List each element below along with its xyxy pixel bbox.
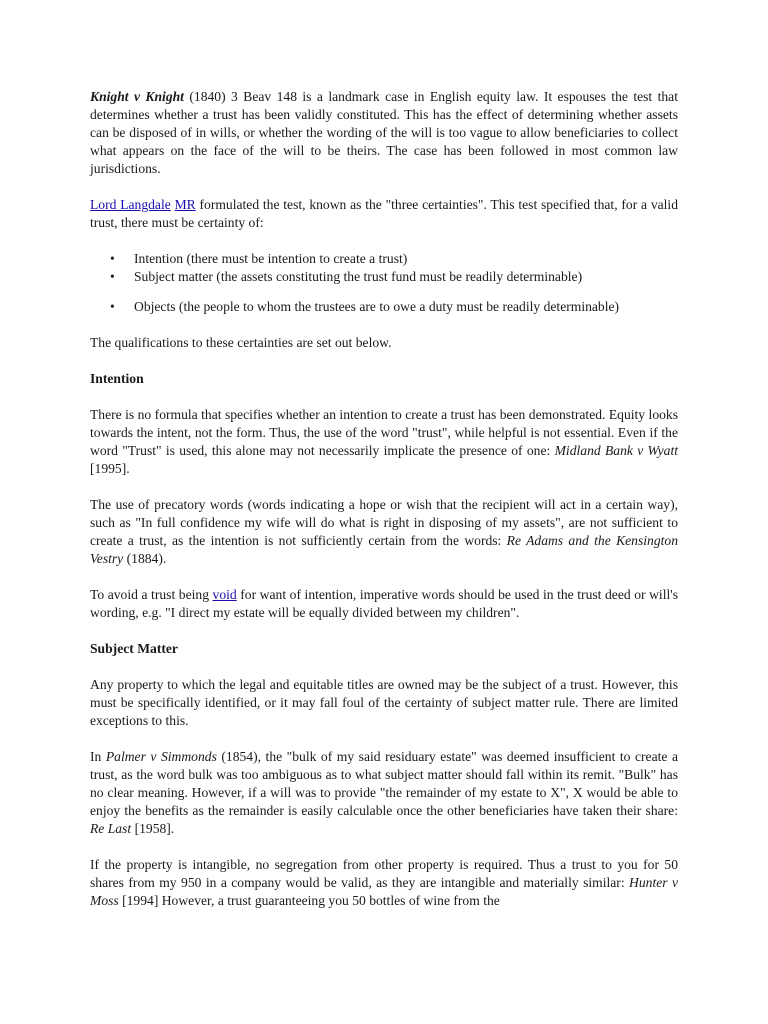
list-item: • Objects (the people to whom the trustees are to owe a duty must be readily determinable)	[134, 298, 678, 316]
subject-matter-paragraph-1: Any property to which the legal and equitable titles are owned may be the subject of a trust. However, this must be specifically identified, or it may fall foul of the certainty of subject matter rule. There are limited exceptions to this.	[90, 677, 678, 728]
subject-matter-paragraph-2	[90, 748, 678, 838]
sm-p3-tail: [1994] However, a trust guaranteeing you 50 bottles of wine from the	[118, 893, 500, 908]
mr-link[interactable]: MR	[174, 197, 196, 212]
intention-p3-pre: To avoid a trust being	[90, 587, 213, 602]
case-midland-bank: Midland Bank v Wyatt	[554, 443, 678, 458]
case-hunter-v-moss: Hunter v Moss	[90, 875, 678, 908]
test-paragraph	[90, 196, 678, 232]
intro-text: (1840) 3 Beav 148 is a landmark case in English equity law. It espouses the test that determines whether a trust has been validly constituted. This has the effect of determining whether assets can be disposed of in wills, or whether the wording of the will is too vague to allow beneficiaries to collect what appears on the face of the will to be theirs. The case has been followed in most common law jurisdictions.	[90, 89, 678, 176]
intro-paragraph	[90, 88, 678, 178]
case-re-adams: Re Adams and the Kensington Vestry	[90, 533, 679, 566]
sm-p2-mid: (1854), the "bulk of my said residuary estate" was deemed insufficient to create a trust, as the word bulk was too ambiguous as to what subject matter should fall within its remit. "Bulk" has no clear meaning. However, if a will was to provide "the remainder of my estate to X", X would be able to enjoy the benefits as the remainder is easily calculable once the other beneficiaries have taken their share:	[90, 749, 678, 818]
intention-p2-tail: (1884).	[123, 551, 167, 566]
intention-p1-tail: [1995].	[90, 461, 130, 476]
lord-langdale-link[interactable]: Lord Langdale	[90, 197, 171, 212]
list-item: • Subject matter (the assets constituting the trust fund must be readily determinable)	[134, 268, 678, 286]
case-re-last: Re Last	[90, 821, 132, 836]
test-text: formulated the test, known as the "three certainties". This test specified that, for a valid trust, there must be certainty of:	[90, 197, 678, 230]
intention-paragraph-1	[90, 406, 678, 478]
intention-p2-text: The use of precatory words (words indicating a hope or wish that the recipient will act in a certain way), such as "In full confidence my wife will do what is right in disposing of my assets", are not sufficient to create a trust, as the intention is not sufficiently certain from the words:	[90, 497, 678, 548]
subject-matter-paragraph-3	[90, 856, 678, 910]
sm-p3-pre: If the property is intangible, no segregation from other property is required. Thus a trust to you for 50 shares from my 950 in a company would be valid, as they are intangible and materially similar:	[90, 857, 678, 890]
case-name: Knight v Knight	[90, 89, 184, 104]
void-link[interactable]: void	[212, 587, 237, 602]
subject-matter-heading: Subject Matter	[90, 641, 178, 656]
intention-paragraph-3	[90, 586, 678, 622]
intention-p3-tail: for want of intention, imperative words should be used in the trust deed or will's wording, e.g. "I direct my estate will be equally divided between my children".	[90, 587, 678, 620]
intention-paragraph-2	[90, 496, 678, 568]
case-palmer-v-simmonds: Palmer v Simmonds	[105, 749, 217, 764]
qualifications-paragraph: The qualifications to these certainties are set out below.	[90, 335, 392, 350]
list-item: • Intention (there must be intention to create a trust)	[134, 250, 678, 268]
sm-p2-tail: [1958].	[131, 821, 175, 836]
sm-p2-pre: In	[90, 749, 106, 764]
certainties-list	[90, 250, 678, 316]
intention-p1-text: There is no formula that specifies whether an intention to create a trust has been demonstrated. Equity looks towards the intent, not the form. Thus, the use of the word "trust", while helpful is not essential. Even if the word "Trust" is used, this alone may not necessarily implicate the presence of one:	[90, 407, 678, 458]
intention-heading: Intention	[90, 371, 144, 386]
